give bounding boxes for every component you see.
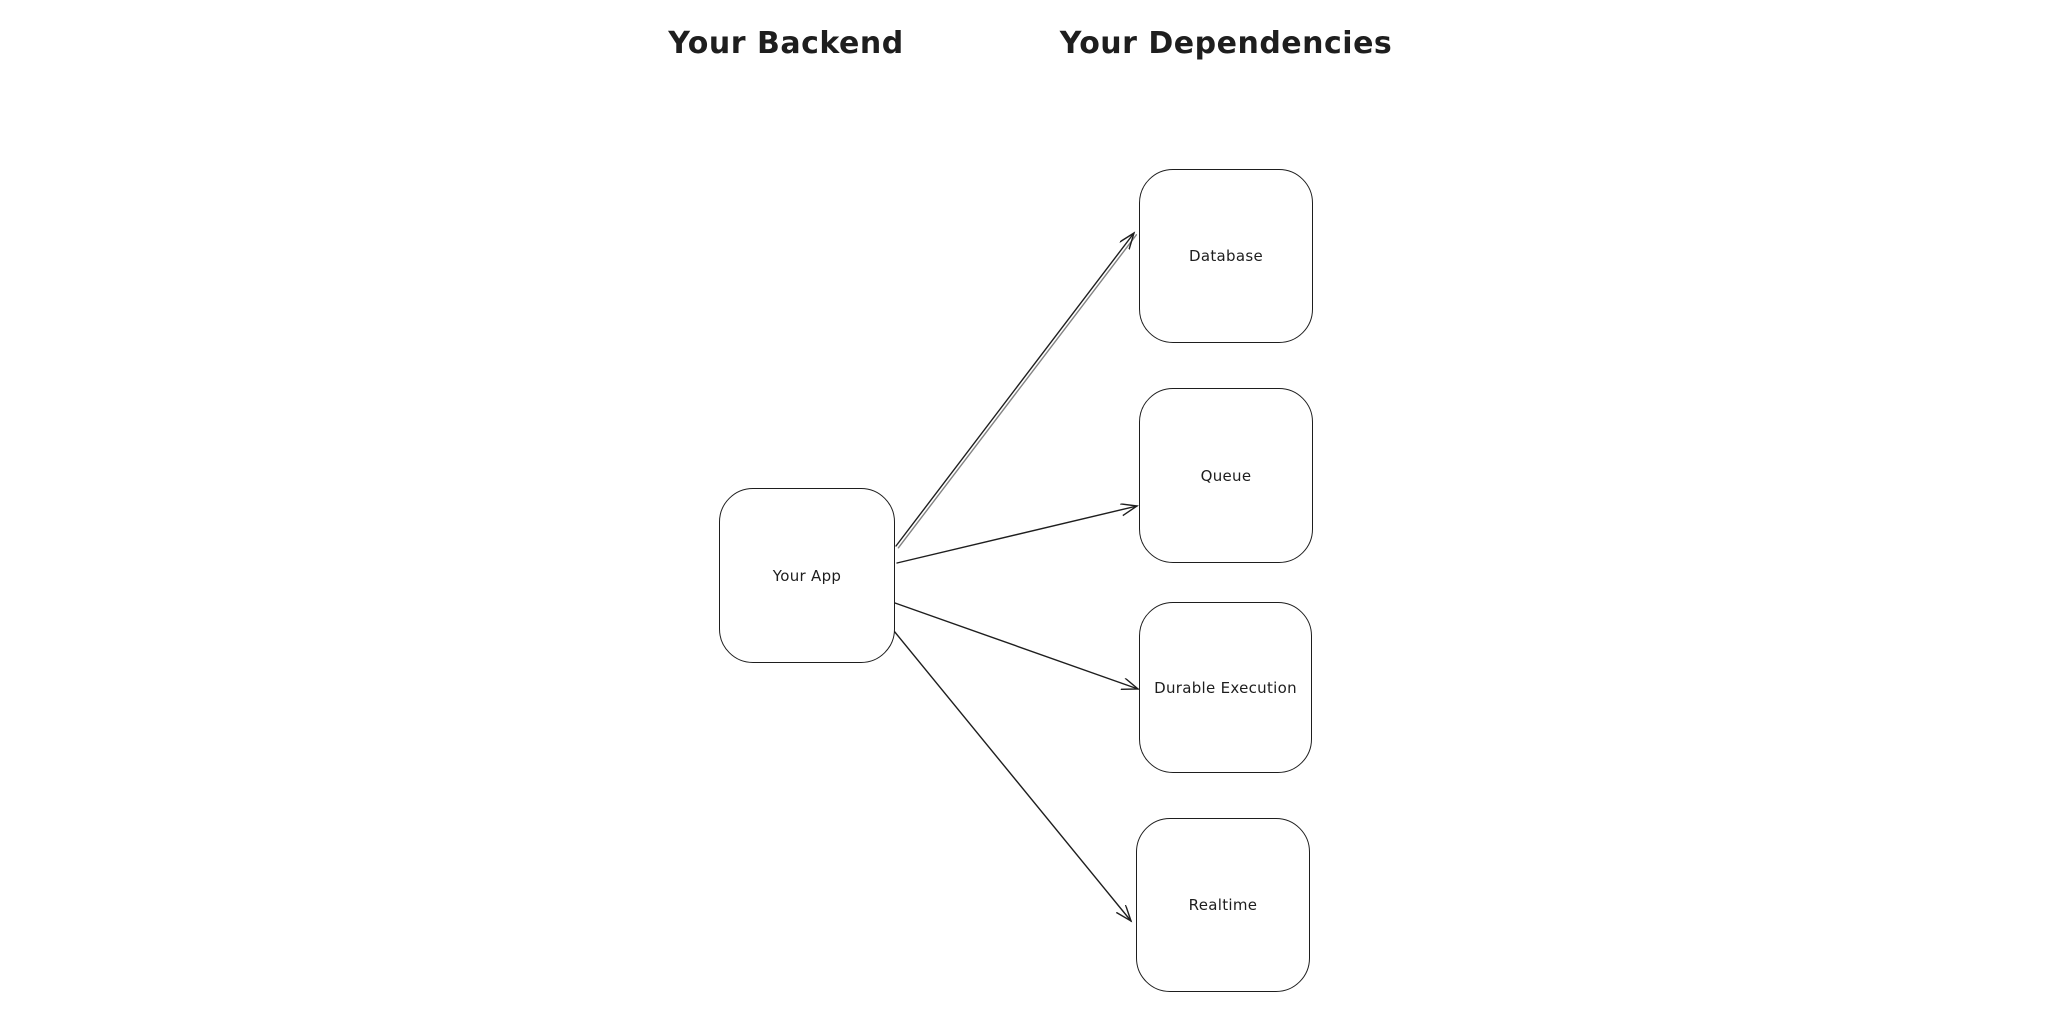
arrow-app-to-durable-execution (895, 603, 1138, 689)
node-database (1139, 169, 1313, 343)
arrow-app-to-queue (897, 506, 1137, 563)
arrow-app-to-database-roughline (898, 235, 1136, 548)
node-realtime-label: Realtime (1188, 896, 1258, 914)
node-queue-label: Queue (1200, 466, 1252, 485)
title-your-dependencies: Your Dependencies (1059, 26, 1393, 61)
node-your-app-label: Your App (772, 566, 842, 585)
arrow-app-to-database (896, 233, 1134, 546)
node-queue (1139, 388, 1313, 563)
node-your-app (719, 488, 895, 663)
node-realtime (1136, 818, 1310, 992)
arrow-app-to-realtime (894, 631, 1131, 921)
node-durable-execution (1139, 602, 1312, 773)
node-durable-execution-label: Durable Execution (1154, 678, 1297, 697)
title-your-backend: Your Backend (668, 26, 904, 61)
node-database-label: Database (1189, 247, 1263, 265)
